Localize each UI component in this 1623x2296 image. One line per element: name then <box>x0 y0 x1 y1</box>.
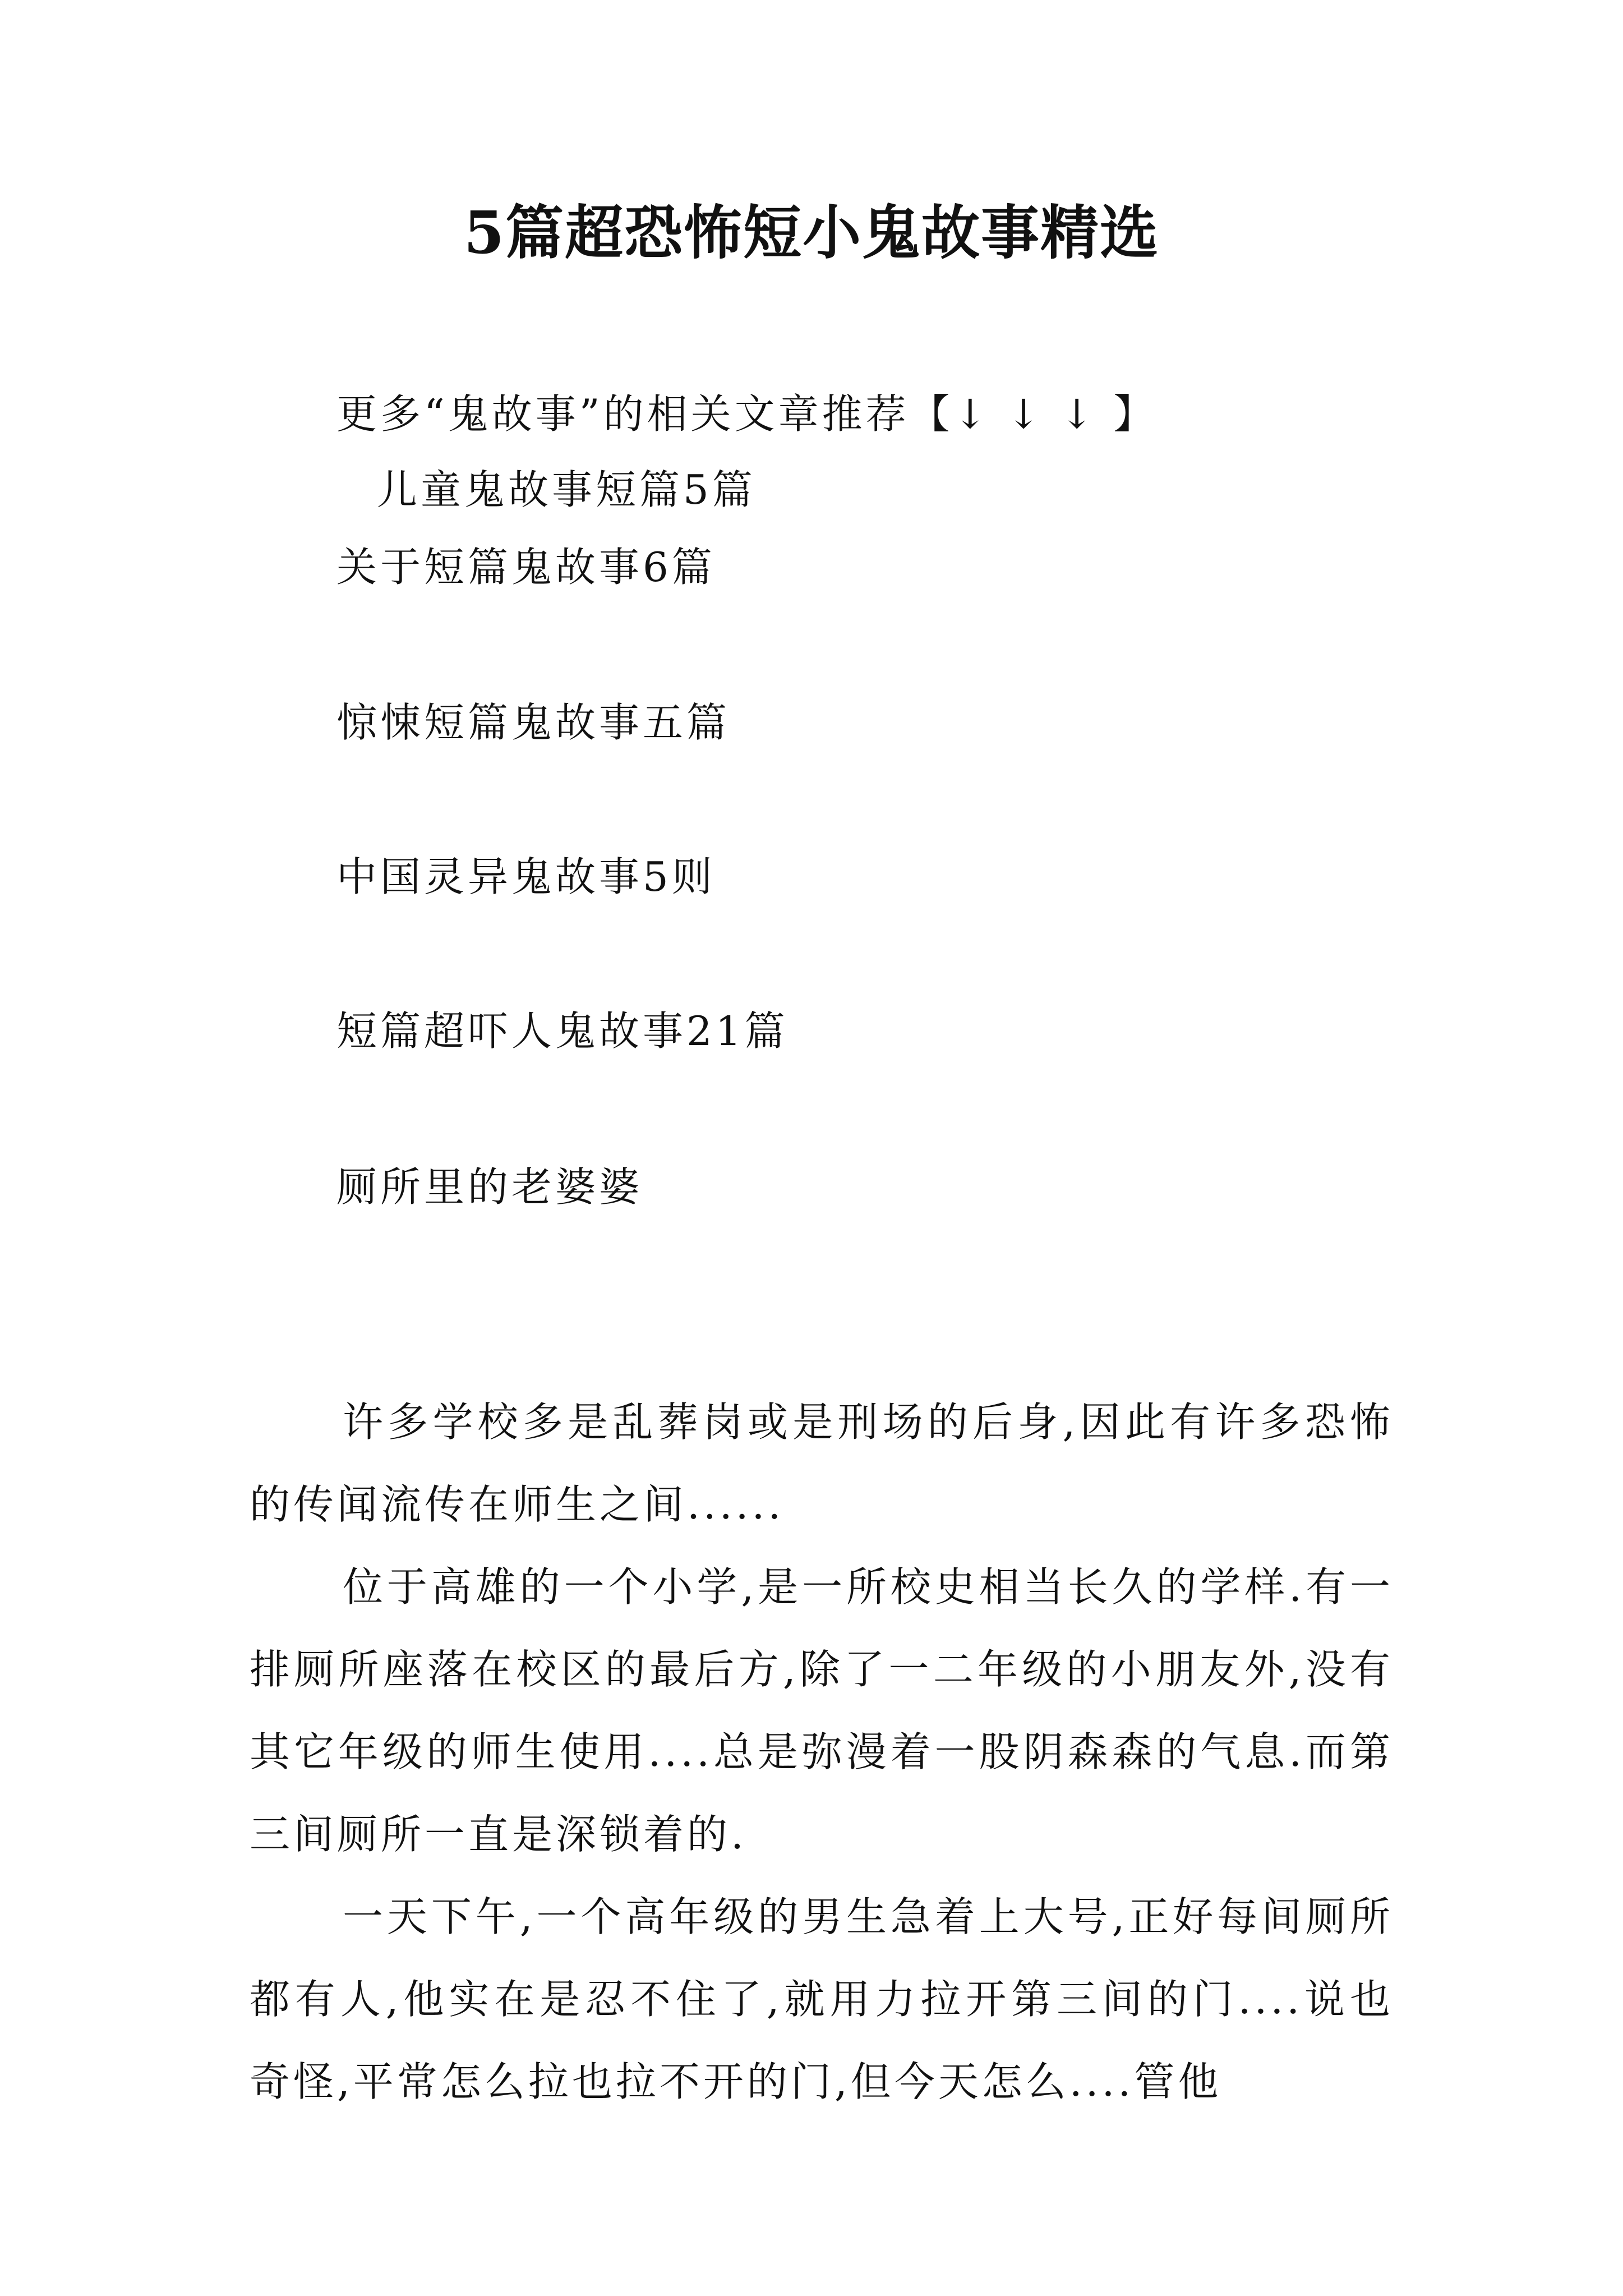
related-link-children-stories[interactable]: 儿童鬼故事短篇5篇 <box>377 466 756 513</box>
related-link-chinese-stories[interactable]: 中国灵异鬼故事5则 <box>336 853 716 900</box>
story-title: 厕所里的老婆婆 <box>336 1163 643 1211</box>
related-link-scary-stories[interactable]: 短篇超吓人鬼故事21篇 <box>336 1007 789 1055</box>
story-paragraph: 位于高雄的一个小学,是一所校史相当长久的学样.有一排厕所座落在校区的最后方,除了一二年级的小朋友外,没有其它年级的师生使用....总是弥漫着一股阴森森的气息.而第三间厕所一直是深锁着的. <box>250 1563 1394 1858</box>
story-paragraph: 一天下午,一个高年级的男生急着上大号,正好每间厕所都有人,他实在是忍不住了,就用力拉开第三间的门....说也奇怪,平常怎么拉也拉不开的门,但今天怎么....管他 <box>250 1893 1394 2105</box>
recommend-heading: 更多“鬼故事”的相关文章推荐【↓ ↓ ↓ 】 <box>336 390 1158 438</box>
related-link-thriller-stories[interactable]: 惊悚短篇鬼故事五篇 <box>336 699 731 746</box>
related-link-short-stories[interactable]: 关于短篇鬼故事6篇 <box>336 544 716 591</box>
document-title: 5篇超恐怖短小鬼故事精选 <box>463 198 1160 267</box>
story-body <box>250 1381 1394 2123</box>
story-paragraph: 许多学校多是乱葬岗或是刑场的后身,因此有许多恐怖的传闻流传在师生之间...... <box>250 1398 1394 1528</box>
